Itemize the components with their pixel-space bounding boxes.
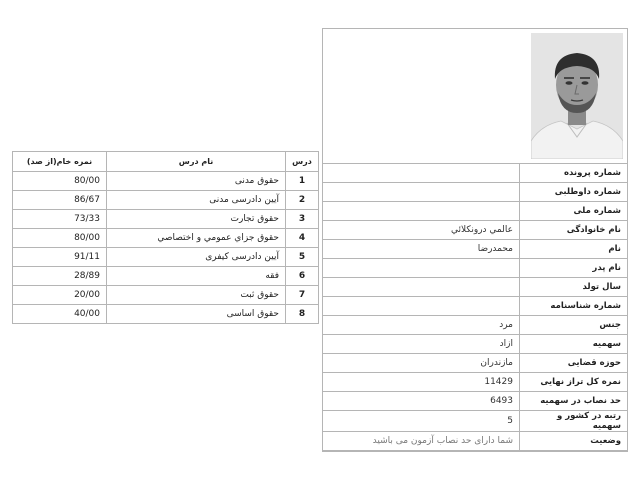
info-value: 11429 [323,373,520,392]
info-row [323,373,628,392]
info-row [323,164,628,183]
info-value: عالمي درونكلائي [323,221,520,240]
course-header: نام درس [107,152,286,172]
grade-row [13,248,319,267]
grade-row [13,305,319,324]
grade-course: حقوق اساسی [107,305,286,324]
info-label: سال تولد [520,278,628,297]
info-label: نام [520,240,628,259]
info-label: نمره کل تراز نهایی [520,373,628,392]
info-label: شماره پرونده [520,164,628,183]
info-value: شما دارای حد نصاب آزمون می باشید [323,432,520,451]
grade-score: 73/33 [13,210,107,229]
grade-score: 91/11 [13,248,107,267]
grade-index: 2 [286,191,319,210]
info-value: مازندران [323,354,520,373]
info-value [323,278,520,297]
info-row [323,392,628,411]
candidate-photo [531,33,623,159]
info-row [323,240,628,259]
info-label: شماره ملی [520,202,628,221]
info-label: نام خانوادگی [520,221,628,240]
grade-course: حقوق ثبت [107,286,286,305]
grade-index: 6 [286,267,319,286]
candidate-card [322,28,628,452]
info-value [323,259,520,278]
candidate-info-table [322,163,628,451]
info-label: شماره شناسنامه [520,297,628,316]
grade-row [13,172,319,191]
grade-course: حقوق مدنی [107,172,286,191]
info-label: شماره داوطلبی [520,183,628,202]
info-row [323,411,628,432]
info-label: حد نصاب در سهمیه [520,392,628,411]
grade-row [13,210,319,229]
info-value: ازاد [323,335,520,354]
info-row [323,354,628,373]
info-label: حوزه قضایی [520,354,628,373]
grade-index: 8 [286,305,319,324]
grade-course: آیین دادرسی کیفری [107,248,286,267]
info-value [323,297,520,316]
grade-score: 80/00 [13,229,107,248]
info-label: وضعیت [520,432,628,451]
info-value [323,164,520,183]
grade-index: 1 [286,172,319,191]
info-row [323,259,628,278]
photo-area [323,29,627,163]
info-row [323,278,628,297]
grade-score: 20/00 [13,286,107,305]
info-label: نام پدر [520,259,628,278]
grade-score: 80/00 [13,172,107,191]
grade-index: 7 [286,286,319,305]
info-row [323,221,628,240]
info-value: 6493 [323,392,520,411]
grade-course: حقوق جزاي عمومي و اختصاصي [107,229,286,248]
grade-index: 4 [286,229,319,248]
info-row [323,297,628,316]
info-row [323,316,628,335]
grade-index: 3 [286,210,319,229]
grades-table [12,151,319,324]
info-value [323,183,520,202]
grades-header-row [13,152,319,172]
grade-row [13,191,319,210]
grade-index: 5 [286,248,319,267]
grade-course: فقه [107,267,286,286]
info-value: 5 [323,411,520,432]
info-value: مرد [323,316,520,335]
score-header: نمره خام(از صد) [13,152,107,172]
info-label: جنس [520,316,628,335]
grade-row [13,229,319,248]
info-row [323,335,628,354]
info-value [323,202,520,221]
info-row [323,183,628,202]
info-label: سهمیه [520,335,628,354]
grade-row [13,267,319,286]
info-label: رتبه در کشور و سهمیه [520,411,628,432]
grade-course: آیین دادرسی مدنی [107,191,286,210]
info-row [323,202,628,221]
grade-score: 86/67 [13,191,107,210]
info-value: محمدرضا [323,240,520,259]
index-header: درس [286,152,319,172]
info-row [323,432,628,451]
grade-score: 40/00 [13,305,107,324]
grade-score: 28/89 [13,267,107,286]
grade-row [13,286,319,305]
grade-course: حقوق تجارت [107,210,286,229]
person-photo-icon [531,33,623,159]
